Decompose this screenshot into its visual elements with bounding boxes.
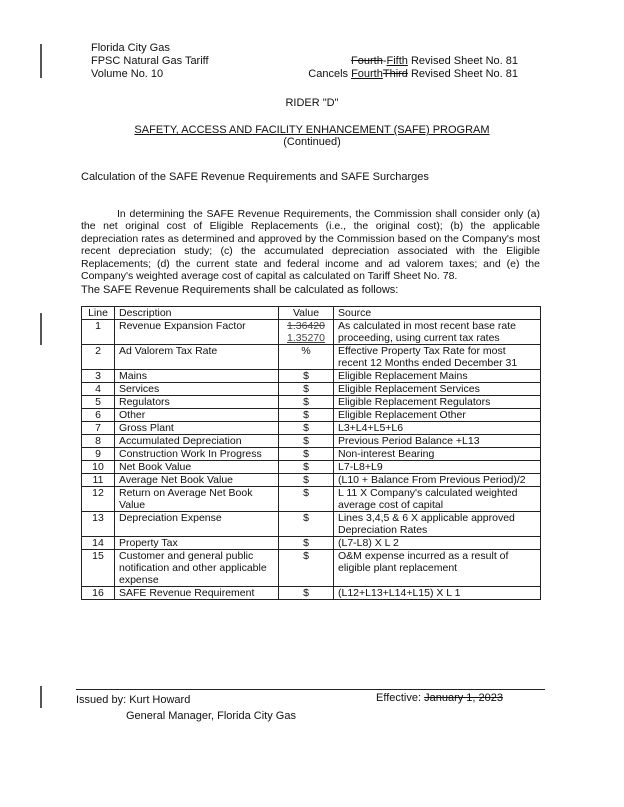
row-description: Return on Average Net Book Value [115, 487, 279, 512]
row-description: Ad Valorem Tax Rate [115, 345, 279, 370]
row-description: Other [115, 409, 279, 422]
row-value: $ [279, 422, 334, 435]
row-value: $ [279, 587, 334, 600]
row-line-number: 16 [82, 587, 115, 600]
row-source: (L7-L8) X L 2 [334, 537, 541, 550]
table-row [82, 345, 541, 370]
row-source: Eligible Replacement Other [334, 409, 541, 422]
table-row [82, 537, 541, 550]
row-source: Previous Period Balance +L13 [334, 435, 541, 448]
table-row [82, 396, 541, 409]
row-value: $ [279, 435, 334, 448]
intro-paragraph: In determining the SAFE Revenue Requirements, the Commission shall consider only (a) the net original cost of Eligible Replacements (i.e., the original cost); (b) the applicable depreciation rates as determined and approved by the Commission based on the Company's most recent depreciation study; (c) the accumulated depreciation associated with the Eligible Replacements; (d) the current state and federal income and ad valorem taxes; and (e) the Company's weighted average cost of capital as calculated on Tariff Sheet No. 78. [81, 208, 540, 283]
row-value-new: 1.35270 [287, 332, 325, 344]
table-row [82, 370, 541, 383]
row-line-number: 5 [82, 396, 115, 409]
row-value: $ [279, 537, 334, 550]
cancels-prefix: Cancels [308, 68, 352, 80]
row-line-number: 7 [82, 422, 115, 435]
row-source: Non-interest Bearing [334, 448, 541, 461]
table-row [82, 422, 541, 435]
tariff-name: FPSC Natural Gas Tariff [91, 55, 209, 67]
table-row [82, 550, 541, 587]
row-value-old: 1.36420 [287, 320, 325, 332]
row-value: $ [279, 409, 334, 422]
row-value: $ [279, 396, 334, 409]
sheet-new-revision: Fifth [386, 55, 408, 67]
table-header-row [82, 307, 541, 320]
row-source: Eligible Replacement Regulators [334, 396, 541, 409]
table-row [82, 512, 541, 537]
revision-bar-bottom [40, 686, 42, 708]
row-source: Eligible Replacement Services [334, 383, 541, 396]
row-source: Effective Property Tax Rate for most recent 12 Months ended December 31 [334, 345, 541, 370]
row-line-number: 11 [82, 474, 115, 487]
row-value [279, 320, 334, 345]
row-description: Regulators [115, 396, 279, 409]
row-value: $ [279, 370, 334, 383]
rider-title: RIDER "D" [285, 97, 339, 109]
table-row [82, 461, 541, 474]
table-row [82, 474, 541, 487]
effective-date-value: January 1, 2023 [424, 692, 503, 704]
sheet-number [308, 55, 518, 68]
table-row [82, 320, 541, 345]
table-row [82, 448, 541, 461]
row-description: Mains [115, 370, 279, 383]
row-source: L7-L8+L9 [334, 461, 541, 474]
revision-bar-middle [40, 313, 42, 345]
row-source: (L10 + Balance From Previous Period)/2 [334, 474, 541, 487]
effective-date [376, 692, 503, 704]
cancels-old-revision: Third [382, 68, 408, 80]
program-title-text: SAFETY, ACCESS AND FACILITY ENHANCEMENT (SAFE) PROGRAM [134, 124, 490, 136]
table-row [82, 409, 541, 422]
table-row [82, 383, 541, 396]
row-description: Services [115, 383, 279, 396]
row-line-number: 15 [82, 550, 115, 587]
header-right [308, 55, 518, 81]
footer-rule [76, 689, 545, 690]
row-description: Net Book Value [115, 461, 279, 474]
issued-block [76, 692, 296, 724]
row-line-number: 4 [82, 383, 115, 396]
row-line-number: 3 [82, 370, 115, 383]
row-value: $ [279, 448, 334, 461]
row-description: Construction Work In Progress [115, 448, 279, 461]
row-description: Depreciation Expense [115, 512, 279, 537]
row-description: Revenue Expansion Factor [115, 320, 279, 345]
section-heading: Calculation of the SAFE Revenue Requirements and SAFE Surcharges [81, 171, 429, 183]
row-description: Customer and general public notification and other applicable expense [115, 550, 279, 587]
effective-label: Effective: [376, 692, 425, 704]
cancels-suffix: Revised Sheet No. 81 [407, 68, 518, 80]
row-value: % [279, 345, 334, 370]
row-line-number: 13 [82, 512, 115, 537]
table-row [82, 435, 541, 448]
sheet-separator: - [382, 55, 387, 67]
row-source: Lines 3,4,5 & 6 X applicable approved Depreciation Rates [334, 512, 541, 537]
volume-number: Volume No. 10 [91, 68, 164, 80]
cancels-new-revision: Fourth [351, 68, 383, 80]
row-source: L 11 X Company's calculated weighted average cost of capital [334, 487, 541, 512]
row-description: SAFE Revenue Requirement [115, 587, 279, 600]
row-description: Accumulated Depreciation [115, 435, 279, 448]
table-row [82, 487, 541, 512]
header-left [91, 42, 209, 81]
row-line-number: 6 [82, 409, 115, 422]
col-header-value: Value [279, 307, 334, 320]
row-description: Average Net Book Value [115, 474, 279, 487]
row-line-number: 9 [82, 448, 115, 461]
cancels-sheet [308, 68, 518, 81]
sheet-old-revision: Fourth [351, 55, 383, 67]
row-value: $ [279, 474, 334, 487]
row-line-number: 2 [82, 345, 115, 370]
sheet-suffix: Revised Sheet No. 81 [407, 55, 518, 67]
row-line-number: 14 [82, 537, 115, 550]
revision-bar-top [40, 44, 42, 78]
col-header-source: Source [334, 307, 541, 320]
row-source: Eligible Replacement Mains [334, 370, 541, 383]
row-value: $ [279, 512, 334, 537]
row-line-number: 1 [82, 320, 115, 345]
issued-by: Issued by: Kurt Howard [76, 694, 191, 706]
continued-label: (Continued) [283, 136, 341, 148]
col-header-description: Description [115, 307, 279, 320]
row-value: $ [279, 487, 334, 512]
row-description: Gross Plant [115, 422, 279, 435]
row-value: $ [279, 461, 334, 474]
revenue-requirement-table [81, 306, 541, 600]
table-row [82, 587, 541, 600]
row-source: As calculated in most recent base rate proceeding, using current tax rates [334, 320, 541, 345]
col-header-line: Line [82, 307, 115, 320]
row-value: $ [279, 383, 334, 396]
row-source: (L12+L13+L14+L15) X L 1 [334, 587, 541, 600]
table-lead-in: The SAFE Revenue Requirements shall be calculated as follows: [81, 284, 399, 296]
row-value: $ [279, 550, 334, 587]
row-source: O&M expense incurred as a result of eligible plant replacement [334, 550, 541, 587]
row-line-number: 12 [82, 487, 115, 512]
row-source: L3+L4+L5+L6 [334, 422, 541, 435]
company-name: Florida City Gas [91, 42, 170, 54]
issuer-title: General Manager, Florida City Gas [126, 710, 296, 722]
row-line-number: 8 [82, 435, 115, 448]
row-description: Property Tax [115, 537, 279, 550]
row-line-number: 10 [82, 461, 115, 474]
